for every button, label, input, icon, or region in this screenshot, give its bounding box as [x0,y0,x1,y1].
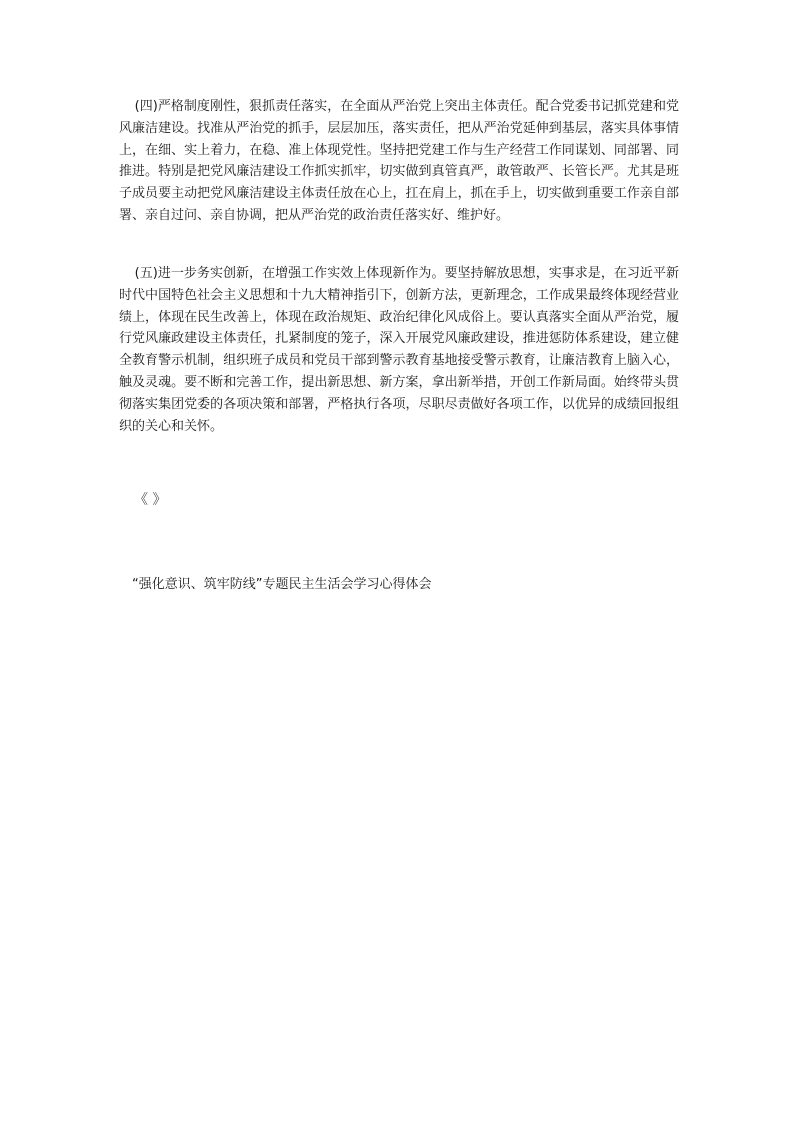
next-article-title: “强化意识、筑牢防线”专题民主生活会学习心得体会 [132,577,432,592]
section-separator: 《 》 [134,492,167,508]
paragraph-section-five: (五)进一步务实创新，在增强工作实效上体现新作为。要坚持解放思想，实事求是，在习近平新时代中国特色社会主义思想和十九大精神指引下，创新方法，更新理念，工作成果最终体现经营业绩上，体现在民生改善上，体现在政治规矩、政治纪律化风成俗上。要认真落实全面从严治党，履行党风廉政建设主体责任，扎紧制度的笼子，深入开展党风廉政建设，推进惩防体系建设，建立健全教育警示机制，组织班子成员和党员干部到警示教育基地接受警示教育，让廉洁教育上脑入心，触及灵魂。要不断和完善工作，提出新思想、新方案，拿出新举措，开创工作新局面。始终带头贯彻落实集团党委的各项决策和部署，严格执行各项，尽职尽责做好各项工作，以优异的成绩回报组织的关心和关怀。 [119,266,679,434]
paragraph-section-four: (四)严格制度刚性，狠抓责任落实，在全面从严治党上突出主体责任。配合党委书记抓党建和党风廉洁建设。找准从严治党的抓手，层层加压，落实责任，把从严治党延伸到基层，落实具体事情上，在细、实上着力，在稳、准上体现党性。坚持把党建工作与生产经营工作同谋划、同部署、同推进。特别是把党风廉洁建设工作抓实抓牢，切实做到真管真严，敢管敢严、长管长严。尤其是班子成员要主动把党风廉洁建设主体责任放在心上，扛在肩上，抓在手上，切实做到重要工作亲自部署、亲自过问、亲自协调，把从严治党的政治责任落实好、维护好。 [119,99,679,223]
